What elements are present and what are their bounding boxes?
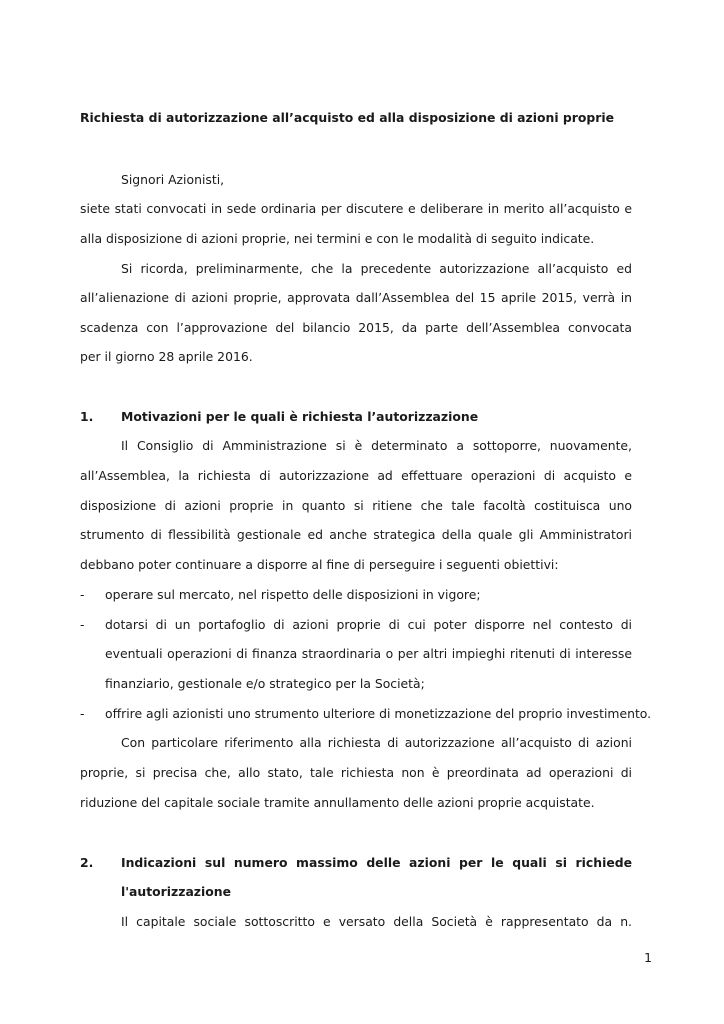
bullet-dash-2: - xyxy=(80,617,85,632)
reminder-line-4: per il giorno 28 aprile 2016. xyxy=(80,349,253,364)
reminder-line-1: Si ricorda, preliminarmente, che la precedente autorizzazione all’acquisto ed xyxy=(121,261,632,276)
section-1-paragraph-line-1: Il Consiglio di Amministrazione si è determinato a sottoporre, nuovamente, xyxy=(121,438,632,453)
bullet-2-line-2: eventuali operazioni di finanza straordinaria o per altri impieghi ritenuti di interesse xyxy=(105,646,632,661)
intro-line-1: siete stati convocati in sede ordinaria per discutere e deliberare in merito all’acquisto e xyxy=(80,201,632,216)
section-1-paragraph-line-5: debbano poter continuare a disporre al fine di perseguire i seguenti obiettivi: xyxy=(80,557,559,572)
bullet-1-line-1: operare sul mercato, nel rispetto delle disposizioni in vigore; xyxy=(105,587,481,602)
document-title: Richiesta di autorizzazione all’acquisto ed alla disposizione di azioni proprie xyxy=(80,110,615,125)
section-2-heading-line-1: Indicazioni sul numero massimo delle azioni per le quali si richiede xyxy=(121,855,632,870)
section-1-paragraph-line-4: strumento di flessibilità gestionale ed anche strategica della quale gli Amministratori xyxy=(80,527,632,542)
salutation: Signori Azionisti, xyxy=(121,172,225,187)
reminder-line-3: scadenza con l’approvazione del bilancio 2015, da parte dell’Assemblea convocata xyxy=(80,320,632,335)
bullet-2-line-1: dotarsi di un portafoglio di azioni proprie di cui poter disporre nel contesto di xyxy=(105,617,632,632)
section-2-number: 2. xyxy=(80,855,94,870)
bullet-dash-1: - xyxy=(80,587,85,602)
section-1-closing-line-2: proprie, si precisa che, allo stato, tale richiesta non è preordinata ad operazioni di xyxy=(80,765,632,780)
bullet-3-line-1: offrire agli azionisti uno strumento ulteriore di monetizzazione del proprio investimento. xyxy=(105,706,652,721)
section-2-paragraph-line-1: Il capitale sociale sottoscritto e versato della Società è rappresentato da n. xyxy=(121,914,632,929)
section-1-paragraph-line-3: disposizione di azioni proprie in quanto si ritiene che tale facoltà costituisca uno xyxy=(80,498,632,513)
bullet-dash-3: - xyxy=(80,706,85,721)
section-1-number: 1. xyxy=(80,409,94,424)
section-2-heading-line-2: l'autorizzazione xyxy=(121,884,231,899)
bullet-2-line-3: finanziario, gestionale e/o strategico per la Società; xyxy=(105,676,425,691)
section-1-paragraph-line-2: all’Assemblea, la richiesta di autorizzazione ad effettuare operazioni di acquisto e xyxy=(80,468,632,483)
reminder-line-2: all’alienazione di azioni proprie, approvata dall’Assemblea del 15 aprile 2015, verrà in xyxy=(80,290,632,305)
section-1-heading: Motivazioni per le quali è richiesta l’autorizzazione xyxy=(121,409,479,424)
section-1-closing-line-1: Con particolare riferimento alla richiesta di autorizzazione all’acquisto di azioni xyxy=(121,735,632,750)
section-1-closing-line-3: riduzione del capitale sociale tramite annullamento delle azioni proprie acquistate. xyxy=(80,795,595,810)
page-number: 1 xyxy=(644,950,652,965)
intro-line-2: alla disposizione di azioni proprie, nei termini e con le modalità di seguito indicate. xyxy=(80,231,595,246)
